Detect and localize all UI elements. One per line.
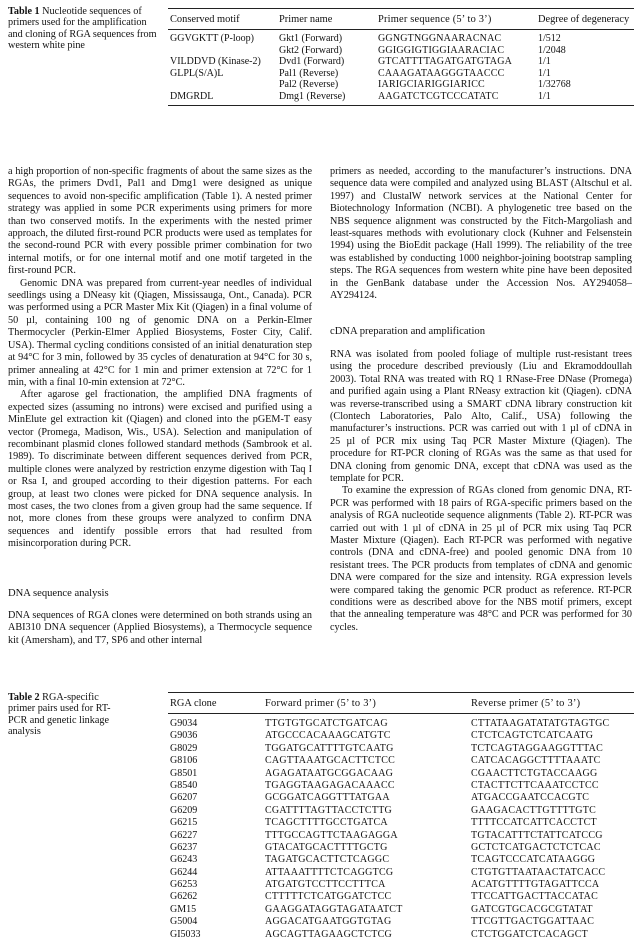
left-text-column bbox=[8, 166, 312, 647]
table-row bbox=[168, 830, 634, 842]
table-cell: ATGCCCACAAAGCATGTC bbox=[265, 730, 391, 742]
table-cell: Dmg1 (Reverse) bbox=[279, 90, 346, 102]
table-cell: G8540 bbox=[170, 779, 198, 791]
table-cell: GTACATGCACTTTTGCTG bbox=[265, 841, 388, 853]
table-cell: G6227 bbox=[170, 829, 198, 841]
table-cell: G6207 bbox=[170, 792, 198, 804]
table2-caption bbox=[8, 692, 128, 738]
body-paragraph: DNA sequences of RGA clones were determined on both strands using an ABI310 DNA sequencer (Applied Biosystems), a Thermocycle sequence kit (Amersham), and T7, SP6 and other internal bbox=[8, 610, 312, 646]
table-cell: TTCGTTGACTGGATTAAC bbox=[471, 916, 595, 928]
table-row bbox=[168, 792, 634, 804]
table-row bbox=[168, 755, 634, 767]
table-cell: AGAGATAATGCGGACAAG bbox=[265, 767, 394, 779]
table-cell bbox=[168, 45, 279, 57]
table-cell: ATGATGTCCTTCCTTTCA bbox=[265, 879, 386, 891]
table-cell: GGIGGIGTIGGIAARACIAC bbox=[378, 44, 505, 56]
table1-header-cell: Primer name bbox=[279, 13, 333, 25]
table-cell: TTTGCCAGTTCTAAGAGGA bbox=[265, 829, 398, 841]
table-cell: CAGTTAAATGCACTTCTCC bbox=[265, 755, 396, 767]
section-spacer bbox=[8, 551, 312, 588]
table-row bbox=[168, 45, 634, 57]
table1-bottom-rule bbox=[168, 105, 634, 106]
table-cell: CGATTTTAGTTACCTCTTG bbox=[265, 804, 393, 816]
section-heading-dna-sequence-analysis: DNA sequence analysis bbox=[8, 587, 109, 599]
table-row bbox=[168, 33, 634, 45]
table2-header-row bbox=[168, 692, 634, 714]
table-cell: G9036 bbox=[170, 730, 198, 742]
table-cell: Pal1 (Reverse) bbox=[279, 67, 339, 79]
table-cell: GI5033 bbox=[170, 928, 201, 940]
table-cell: Dvd1 (Forward) bbox=[279, 56, 345, 67]
table1-header-cell: Degree of degeneracy bbox=[538, 13, 630, 25]
table-cell: GTCATTTTAGATGATGTAGA bbox=[378, 56, 513, 67]
table-row bbox=[168, 916, 634, 928]
table-row bbox=[168, 718, 634, 730]
table-cell bbox=[168, 79, 279, 91]
table-cell: TAGATGCACTTCTCAGGC bbox=[265, 854, 390, 866]
body-paragraph: a high proportion of non-specific fragments of about the same sizes as the RGAs, the primers Dvd1, Pal1 and Dmg1 were designed as unique sequences to avoid non-specific amplification (Table 1). A nested primer strategy was applied in some PCR experiments using primers for more than two conserved motifs. In the experiments with the nested primer approach, the diluted first-round PCR products were used as templates for the second-round PCR with every possible primer combination for two internal motifs, or for one internal motif and one motif targeted in the first-round PCR. bbox=[8, 166, 312, 277]
table-cell: G6262 bbox=[170, 891, 198, 903]
right-text-column bbox=[330, 166, 632, 634]
table-row bbox=[168, 854, 634, 866]
table-cell: CTCTCAGTCTCATCAATG bbox=[471, 730, 594, 742]
table-cell: ATTAAATTTTCTCAGGTCG bbox=[265, 866, 394, 878]
table-cell: TGTACATTTCTATTCATCCG bbox=[471, 829, 603, 841]
table1 bbox=[168, 6, 634, 106]
table-cell: GGVGKTT (P-loop) bbox=[170, 33, 254, 44]
body-paragraph: Genomic DNA was prepared from current-year needles of individual seedlings using a DNeasy kit (Qiagen, Mississauga, Ont., Canada). PCR was performed using a PCR Master Mix Kit (Qiagen) in a final volume of 50 µl, containing 100 ng of genomic DNA on a Perkin-Elmer Thermocycler (Perkin-Elmer Applied Biosystems, Foster City, Calif. USA). Thermal cycling conditions consisted of an initial denaturation step at 94°C for 3 min, followed by 35 cycles of denaturation at 94°C for 30 s, primer annealing at 42°C for 1 min and primer extension at 72°C for 1 min, with a final 10-min extension at 72°C. bbox=[8, 277, 312, 388]
table-cell: G8106 bbox=[170, 755, 198, 767]
table-row bbox=[168, 891, 634, 903]
table-cell: TCAGTCCCATCATAAGGG bbox=[471, 854, 596, 866]
table-cell: TCTCAGTAGGAAGGTTTAC bbox=[471, 742, 604, 754]
table-cell: G6243 bbox=[170, 854, 198, 866]
table-cell: ATGACCGAATCCACGTC bbox=[471, 792, 590, 804]
body-paragraph: RNA was isolated from pooled foliage of multiple rust-resistant trees using the procedure described previously (Liu and Ekramoddoullah 2003). Total RNA was treated with RQ 1 RNase-Free DNase (Promega) and purified again using a Plant RNeasy extraction kit (Qiagen). cDNA was reverse-transcribed using a SMART cDNA library construction kit (Clontech Laboratories, Palo Alto, Calif., USA) following the manufacturer’s instructions. PCR was carried out with 1 µl of cDNA in 25 µl of PCR mix using Taq PCR Master Mixture (Qiagen). The procedure for RT-PCR cloning of RGAs was the same as that used for DNA cloning from genomic DNA, except that cDNA was used as the template for PCR. bbox=[330, 348, 632, 484]
table1-caption-text: Nucleotide sequences of primers used for the amplification and cloning of RGA sequences from western white pine bbox=[8, 6, 157, 52]
table-cell: AGCAGTTAGAAGCTCTCG bbox=[265, 928, 393, 940]
section-spacer bbox=[8, 600, 312, 610]
table-cell: G8501 bbox=[170, 767, 198, 779]
table-cell: AAGATCTCGTCCCATATC bbox=[378, 90, 499, 102]
table-row bbox=[168, 929, 634, 941]
table2-body bbox=[168, 714, 634, 941]
table-cell: G6253 bbox=[170, 879, 198, 891]
table2-header-cell: Forward primer (5’ to 3’) bbox=[265, 697, 377, 709]
table-cell: 1/32768 bbox=[538, 79, 571, 90]
table-cell: VILDDVD (Kinase-2) bbox=[170, 56, 261, 67]
table1-body bbox=[168, 30, 634, 102]
table-cell: G6244 bbox=[170, 866, 198, 878]
body-paragraph: To examine the expression of RGAs cloned from genomic DNA, RT-PCR was performed with 18 pairs of RGA-specific primers based on the analysis of RGA nucleotide sequence alignments (Table 2). RT-PCR was carried out with 1 µl of cDNA in 25 µl of PCR mix using Taq PCR Master Mixture (Qiagen). Each RT-PCR was performed with negative controls (DNA and cDNA-free) and pooled genomic DNA from 10 resistant trees. The PCR products from templates of cDNA and genomic DNA were compared for the size and intensity. RGA expression levels were compared taking the genomic PCR product as reference. RT-PCR conditions were as described above for the NBS motif primers, except that the annealing temperature was 48°C and PCR was performed for 30 cycles. bbox=[330, 485, 632, 633]
table-row bbox=[168, 805, 634, 817]
table-row bbox=[168, 904, 634, 916]
table2-header-cell: RGA clone bbox=[170, 697, 217, 709]
table-cell: CTCTGGATCTCACAGCT bbox=[471, 928, 589, 940]
table1-label: Table 1 bbox=[8, 6, 40, 17]
table-row bbox=[168, 743, 634, 755]
table-row bbox=[168, 780, 634, 792]
table-cell: TTCCATTGACTTACCATAC bbox=[471, 891, 599, 903]
table2 bbox=[168, 692, 634, 941]
table-cell: 1/1 bbox=[538, 90, 551, 102]
table2-label: Table 2 bbox=[8, 692, 40, 703]
table-cell: IARIGCIARIGGIARICC bbox=[378, 79, 485, 90]
table1-header-cell: Conserved motif bbox=[170, 13, 240, 25]
table-cell: GM15 bbox=[170, 903, 197, 915]
table-cell: GATCGTGCACGCGTATAT bbox=[471, 903, 593, 915]
table-cell: G6215 bbox=[170, 817, 198, 829]
section-heading-cdna-preparation: cDNA preparation and amplification bbox=[330, 326, 486, 338]
table-cell: 1/1 bbox=[538, 67, 551, 79]
table2-header-cell: Reverse primer (5’ to 3’) bbox=[471, 697, 581, 709]
table-row bbox=[168, 867, 634, 879]
table-cell: G5004 bbox=[170, 916, 198, 928]
table-cell: 1/1 bbox=[538, 56, 551, 67]
table-cell: TTGTGTGCATCTGATCAG bbox=[265, 718, 388, 729]
table-cell: Pal2 (Reverse) bbox=[279, 79, 339, 90]
table-cell: GAAGACACTTGTTTTGTC bbox=[471, 804, 597, 816]
table-cell: AGGACATGAATGGTGTAG bbox=[265, 916, 392, 928]
table-cell: CTTTTTCTCATGGATCTCC bbox=[265, 891, 392, 903]
table-row bbox=[168, 79, 634, 91]
table-row bbox=[168, 68, 634, 80]
table-cell: TTTTCCATCATTCACCTCT bbox=[471, 817, 597, 829]
table-cell: CTACTTCTTCAAATCCTCC bbox=[471, 779, 599, 791]
table-cell: Gkt1 (Forward) bbox=[279, 33, 343, 44]
section-spacer bbox=[330, 339, 632, 349]
table-cell: CTGTGTTAATAACTATCACC bbox=[471, 866, 606, 878]
body-paragraph: After agarose gel fractionation, the amplified DNA fragments of expected sizes (assuming no introns) were excised and purified using a MinElute gel extraction kit (Qiagen) and cloned into the pGEM-T easy vector (Promega, Madison, Wis., USA). Selection and manipulation of recombinant plasmid clones followed standard methods (Sambrook et al. 1989). To discriminate between different sequences derived from PCR, multiple clones were analyzed by restriction enzyme digestion with Taq I or Rsa I, and grouped according to their digestion patterns. For each group, at least two clones were picked for DNA sequence analysis. In most cases, the two clones from a given group had the same sequence. If not, more clones from these groups were analyzed to confirm DNA sequences and identify possible errors that had resulted from misincorporation during PCR. bbox=[8, 389, 312, 550]
table-cell: DMGRDL bbox=[170, 90, 214, 102]
section-spacer bbox=[330, 302, 632, 326]
table-row bbox=[168, 91, 634, 103]
table2-caption-text: RGA-specific primer pairs used for RT-PCR and genetic linkage analysis bbox=[8, 692, 111, 738]
table-cell: GAAGGATAGGTAGATAATCT bbox=[265, 903, 403, 915]
table-cell: G6209 bbox=[170, 804, 198, 816]
table-row bbox=[168, 842, 634, 854]
table-row bbox=[168, 768, 634, 780]
table-cell: ACATGTTTTGTAGATTCCA bbox=[471, 879, 600, 891]
table-cell: GLPL(S/A)L bbox=[170, 67, 224, 79]
table-cell: GCTCTCATGACTCTCTCAC bbox=[471, 841, 601, 853]
table-row bbox=[168, 56, 634, 68]
table-cell: Gkt2 (Forward) bbox=[279, 44, 343, 56]
table-cell: TGGATGCATTTTGTCAATG bbox=[265, 742, 394, 754]
table-cell: CGAACTTCTGTACCAAGG bbox=[471, 767, 598, 779]
table-row bbox=[168, 817, 634, 829]
table-cell: CAAAGATAAGGGTAACCC bbox=[378, 67, 505, 79]
table-row bbox=[168, 879, 634, 891]
table-cell: 1/512 bbox=[538, 33, 561, 44]
table-cell: G8029 bbox=[170, 742, 198, 754]
table-cell: 1/2048 bbox=[538, 44, 566, 56]
table1-header-cell: Primer sequence (5’ to 3’) bbox=[378, 13, 492, 25]
table-cell: GGNGTNGGNAARACNAC bbox=[378, 33, 502, 44]
table-cell: GCGGATCAGGTTTATGAA bbox=[265, 792, 390, 804]
table-cell: CATCACAGGCTTTTAAATC bbox=[471, 755, 601, 767]
table-cell: G9034 bbox=[170, 718, 198, 729]
table-row bbox=[168, 730, 634, 742]
table1-caption bbox=[8, 6, 158, 52]
table-cell: TGAGGTAAGAGACAAACC bbox=[265, 779, 395, 791]
table-cell: TCAGCTTTTGCCTGATCA bbox=[265, 817, 388, 829]
table-cell: G6237 bbox=[170, 841, 198, 853]
table1-header-row bbox=[168, 8, 634, 30]
table-cell: CTTATAAGATATATGTAGTGC bbox=[471, 718, 610, 729]
body-paragraph: primers as needed, according to the manufacturer’s instructions. DNA sequence data were compiled and analyzed using BLAST (Altschul et al. 1997) and ClustalW network services at the National Center for Biotechnology Information (NCBI). A phylogenetic tree based on the NBS sequence alignment was constructed by the Fitch-Margoliash and least-squares methods with evolutionary clock (Kuhner and Felsenstein 1994) using the BioEdit package (Hall 1999). The reliability of the tree was established by conducting 1000 neighbor-joining bootstrap sampling steps. The RGA sequences from western white pine have been deposited in the GenBank database under the Accession Nos. AY294058–AY294124. bbox=[330, 166, 632, 302]
